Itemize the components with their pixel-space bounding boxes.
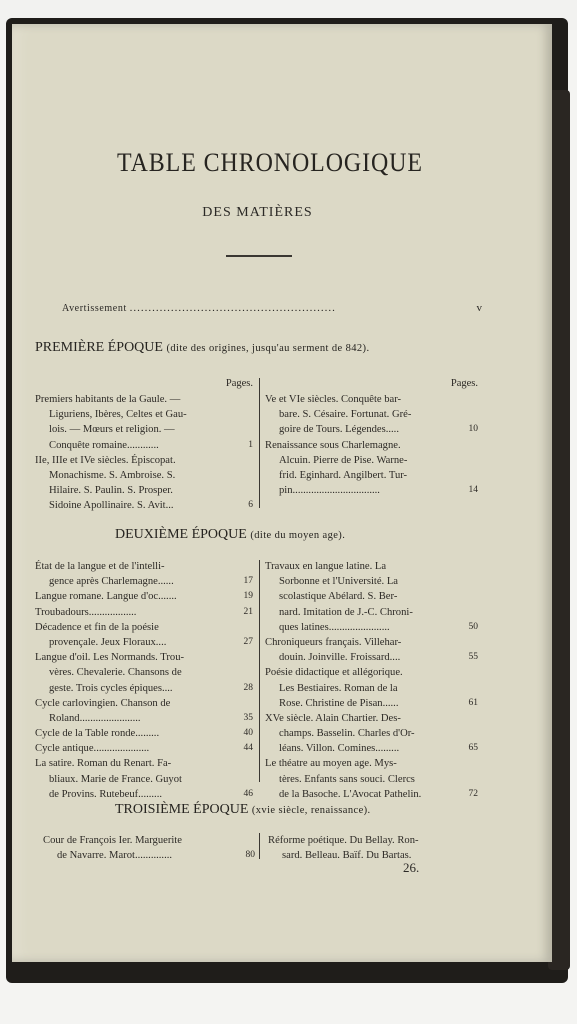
avertissement-label: Avertissement [62, 303, 127, 314]
toc-line [35, 468, 253, 483]
toc-line-page: 14 [468, 485, 478, 496]
toc-line [43, 833, 255, 848]
epoch1-title: PREMIÈRE ÉPOQUE [35, 340, 163, 355]
toc-line [35, 696, 253, 711]
toc-line-page: 35 [243, 712, 253, 723]
toc-line-text: IIe, IIIe et IVe siècles. Épiscopat. [35, 454, 176, 466]
epoch2-right-column [265, 559, 478, 802]
toc-line-text: Roland....................... [49, 712, 141, 724]
toc-line [265, 605, 478, 620]
toc-line [265, 438, 478, 453]
column-separator [259, 833, 260, 859]
toc-line-text: Conquête romaine............ [49, 439, 159, 451]
toc-line-text: Alcuin. Pierre de Pise. Warne- [279, 454, 408, 466]
toc-line-text: tères. Enfants sans souci. Clercs [279, 773, 415, 785]
toc-line [265, 772, 478, 787]
toc-line-page: 27 [243, 636, 253, 647]
toc-line-text: Sorbonne et l'Université. La [279, 576, 398, 588]
toc-line [35, 787, 253, 802]
toc-line [35, 438, 253, 453]
toc-line [35, 681, 253, 696]
toc-line [35, 407, 253, 422]
toc-line-text: bare. S. Césaire. Fortunat. Gré- [279, 409, 412, 421]
toc-line-text: Décadence et fin de la poésie [35, 621, 159, 633]
toc-line [268, 833, 480, 848]
toc-line-text: Monachisme. S. Ambroise. S. [49, 469, 176, 481]
toc-line-text: de Navarre. Marot.............. [57, 850, 173, 862]
toc-line-text: Réforme poétique. Du Bellay. Ron- [268, 835, 419, 846]
title-rule [226, 255, 292, 257]
toc-line-text: Les Bestiaires. Roman de la [279, 682, 398, 694]
toc-line [265, 392, 478, 407]
epoch3-title: TROISIÈME ÉPOQUE [115, 802, 249, 817]
toc-line-page: 6 [248, 500, 253, 511]
toc-line-text: Poésie didactique et allégorique. [265, 667, 403, 679]
avertissement-entry [62, 302, 482, 314]
toc-line-text: bliaux. Marie de France. Guyot [49, 773, 182, 785]
toc-line-text: gence après Charlemagne...... [49, 576, 174, 588]
toc-line-text: de la Basoche. L'Avocat Pathelin. [279, 788, 422, 800]
toc-line-text: vères. Chevalerie. Chansons de [49, 667, 182, 679]
toc-line-text: goire de Tours. Légendes..... [279, 424, 399, 436]
epoch2-heading [115, 527, 345, 543]
toc-line-page: 40 [243, 728, 253, 739]
toc-line-text: nard. Imitation de J.-C. Chroni- [279, 606, 413, 618]
toc-line [265, 483, 478, 498]
epoch1-subtitle: (dite des origines, jusqu'au serment de 842). [166, 343, 370, 354]
toc-line [265, 650, 478, 665]
page-number: 26. [403, 860, 420, 875]
toc-line-text: ques latines....................... [279, 621, 390, 633]
epoch3-right-column [268, 833, 480, 863]
toc-line-page: 28 [243, 682, 253, 693]
toc-line-text: Chroniqueurs français. Villehar- [265, 636, 402, 648]
toc-line [35, 711, 253, 726]
toc-line-text: scolastique Abélard. S. Ber- [279, 591, 398, 603]
toc-line [265, 665, 478, 680]
toc-line-text: Cycle antique..................... [35, 743, 150, 755]
toc-line [35, 650, 253, 665]
toc-line-text: Langue d'oil. Les Normands. Trou- [35, 652, 185, 664]
toc-line-page: 80 [245, 850, 255, 861]
toc-line-text: Rose. Christine de Pisan...... [279, 697, 399, 709]
toc-line [35, 574, 253, 589]
toc-line [35, 772, 253, 787]
toc-line-page: 50 [468, 621, 478, 632]
toc-line-text: État de la langue et de l'intelli- [35, 561, 165, 572]
toc-line [265, 574, 478, 589]
pages-header: Pages. [450, 378, 478, 389]
epoch2-subtitle: (dite du moyen age). [250, 530, 346, 541]
page-subtitle: DES MATIÈRES [202, 205, 313, 220]
toc-line-text: champs. Basselin. Charles d'Or- [279, 728, 415, 740]
toc-line [268, 848, 480, 863]
toc-line-page: 17 [243, 576, 253, 587]
toc-line-page: 65 [468, 743, 478, 754]
toc-line-text: léans. Villon. Comines......... [279, 743, 400, 755]
toc-line-text: Renaissance sous Charlemagne. [265, 439, 401, 451]
toc-line-page: 44 [243, 743, 253, 754]
toc-line [35, 559, 253, 574]
toc-line [265, 711, 478, 726]
toc-line [265, 453, 478, 468]
toc-line-text: XVe siècle. Alain Chartier. Des- [265, 712, 401, 724]
toc-line-text: geste. Trois cycles épiques.... [49, 682, 173, 694]
toc-line [35, 483, 253, 498]
toc-line-text: provençale. Jeux Floraux.... [49, 636, 167, 648]
toc-line [35, 726, 253, 741]
toc-line-text: Hilaire. S. Paulin. S. Prosper. [49, 485, 173, 497]
page-title: TABLE CHRONOLOGIQUE [117, 148, 423, 177]
toc-line-text: Cour de François Ier. Marguerite [43, 835, 182, 846]
toc-line [265, 756, 478, 771]
epoch2-title: DEUXIÈME ÉPOQUE [115, 527, 247, 542]
toc-line [265, 787, 478, 802]
toc-line [265, 422, 478, 437]
epoch1-right-column [265, 376, 478, 498]
toc-line-text: Premiers habitants de la Gaule. — [35, 394, 181, 405]
toc-line-text: Travaux en langue latine. La [265, 561, 387, 572]
toc-line-text: Ve et VIe siècles. Conquête bar- [265, 394, 402, 405]
toc-line [265, 559, 478, 574]
toc-line [35, 605, 253, 620]
toc-line-page: 10 [468, 424, 478, 435]
epoch3-subtitle: (xvie siècle, renaissance). [251, 805, 371, 816]
toc-line [265, 589, 478, 604]
toc-line-text: frid. Eginhard. Angilbert. Tur- [279, 469, 408, 481]
toc-line-text: Sidoine Apollinaire. S. Avit... [49, 500, 174, 512]
toc-line-text: Troubadours.................. [35, 606, 137, 618]
toc-line [35, 453, 253, 468]
toc-line [35, 620, 253, 635]
toc-line-text: Cycle de la Table ronde......... [35, 728, 160, 740]
toc-line-text: lois. — Mœurs et religion. — [49, 424, 175, 436]
toc-line [35, 589, 253, 604]
toc-line [43, 848, 255, 863]
toc-line-text: de Provins. Rutebeuf......... [49, 788, 162, 800]
toc-line [265, 407, 478, 422]
toc-line [35, 392, 253, 407]
toc-line [35, 422, 253, 437]
toc-line-page: 19 [243, 591, 253, 602]
epoch1-left-column [35, 376, 253, 514]
epoch2-left-column [35, 559, 253, 802]
toc-line-page: 72 [468, 788, 478, 799]
toc-line [265, 726, 478, 741]
avertissement-page: v [476, 302, 482, 314]
toc-line [265, 681, 478, 696]
toc-line [35, 665, 253, 680]
toc-line-text: Langue romane. Langue d'oc....... [35, 591, 177, 603]
column-separator [259, 560, 260, 782]
toc-line [265, 741, 478, 756]
avertissement-dots: ....................................................... [129, 302, 336, 314]
toc-line-text: pin................................. [279, 485, 380, 497]
epoch3-heading [115, 802, 371, 818]
toc-line-page: 1 [248, 439, 253, 450]
toc-line-page: 46 [243, 788, 253, 799]
toc-line-text: La satire. Roman du Renart. Fa- [35, 758, 172, 770]
toc-line-text: Le théatre au moyen age. Mys- [265, 758, 397, 770]
toc-line [265, 468, 478, 483]
toc-line-page: 21 [243, 606, 253, 617]
toc-line [35, 498, 253, 513]
toc-line [35, 756, 253, 771]
column-separator [259, 378, 260, 508]
toc-line-text: Liguriens, Ibères, Celtes et Gau- [49, 409, 187, 421]
toc-line [35, 741, 253, 756]
toc-line [265, 696, 478, 711]
epoch1-heading [35, 340, 369, 356]
toc-line-page: 61 [468, 697, 478, 708]
toc-line-text: sard. Belleau. Baïf. Du Bartas. [282, 850, 412, 862]
toc-line [265, 635, 478, 650]
toc-line-text: Cycle carlovingien. Chanson de [35, 697, 171, 709]
pages-header: Pages. [225, 378, 253, 389]
epoch3-left-column [43, 833, 255, 863]
toc-line-page: 55 [468, 652, 478, 663]
toc-line [265, 620, 478, 635]
toc-line [35, 635, 253, 650]
toc-line-text: douin. Joinville. Froissard.... [279, 652, 401, 664]
